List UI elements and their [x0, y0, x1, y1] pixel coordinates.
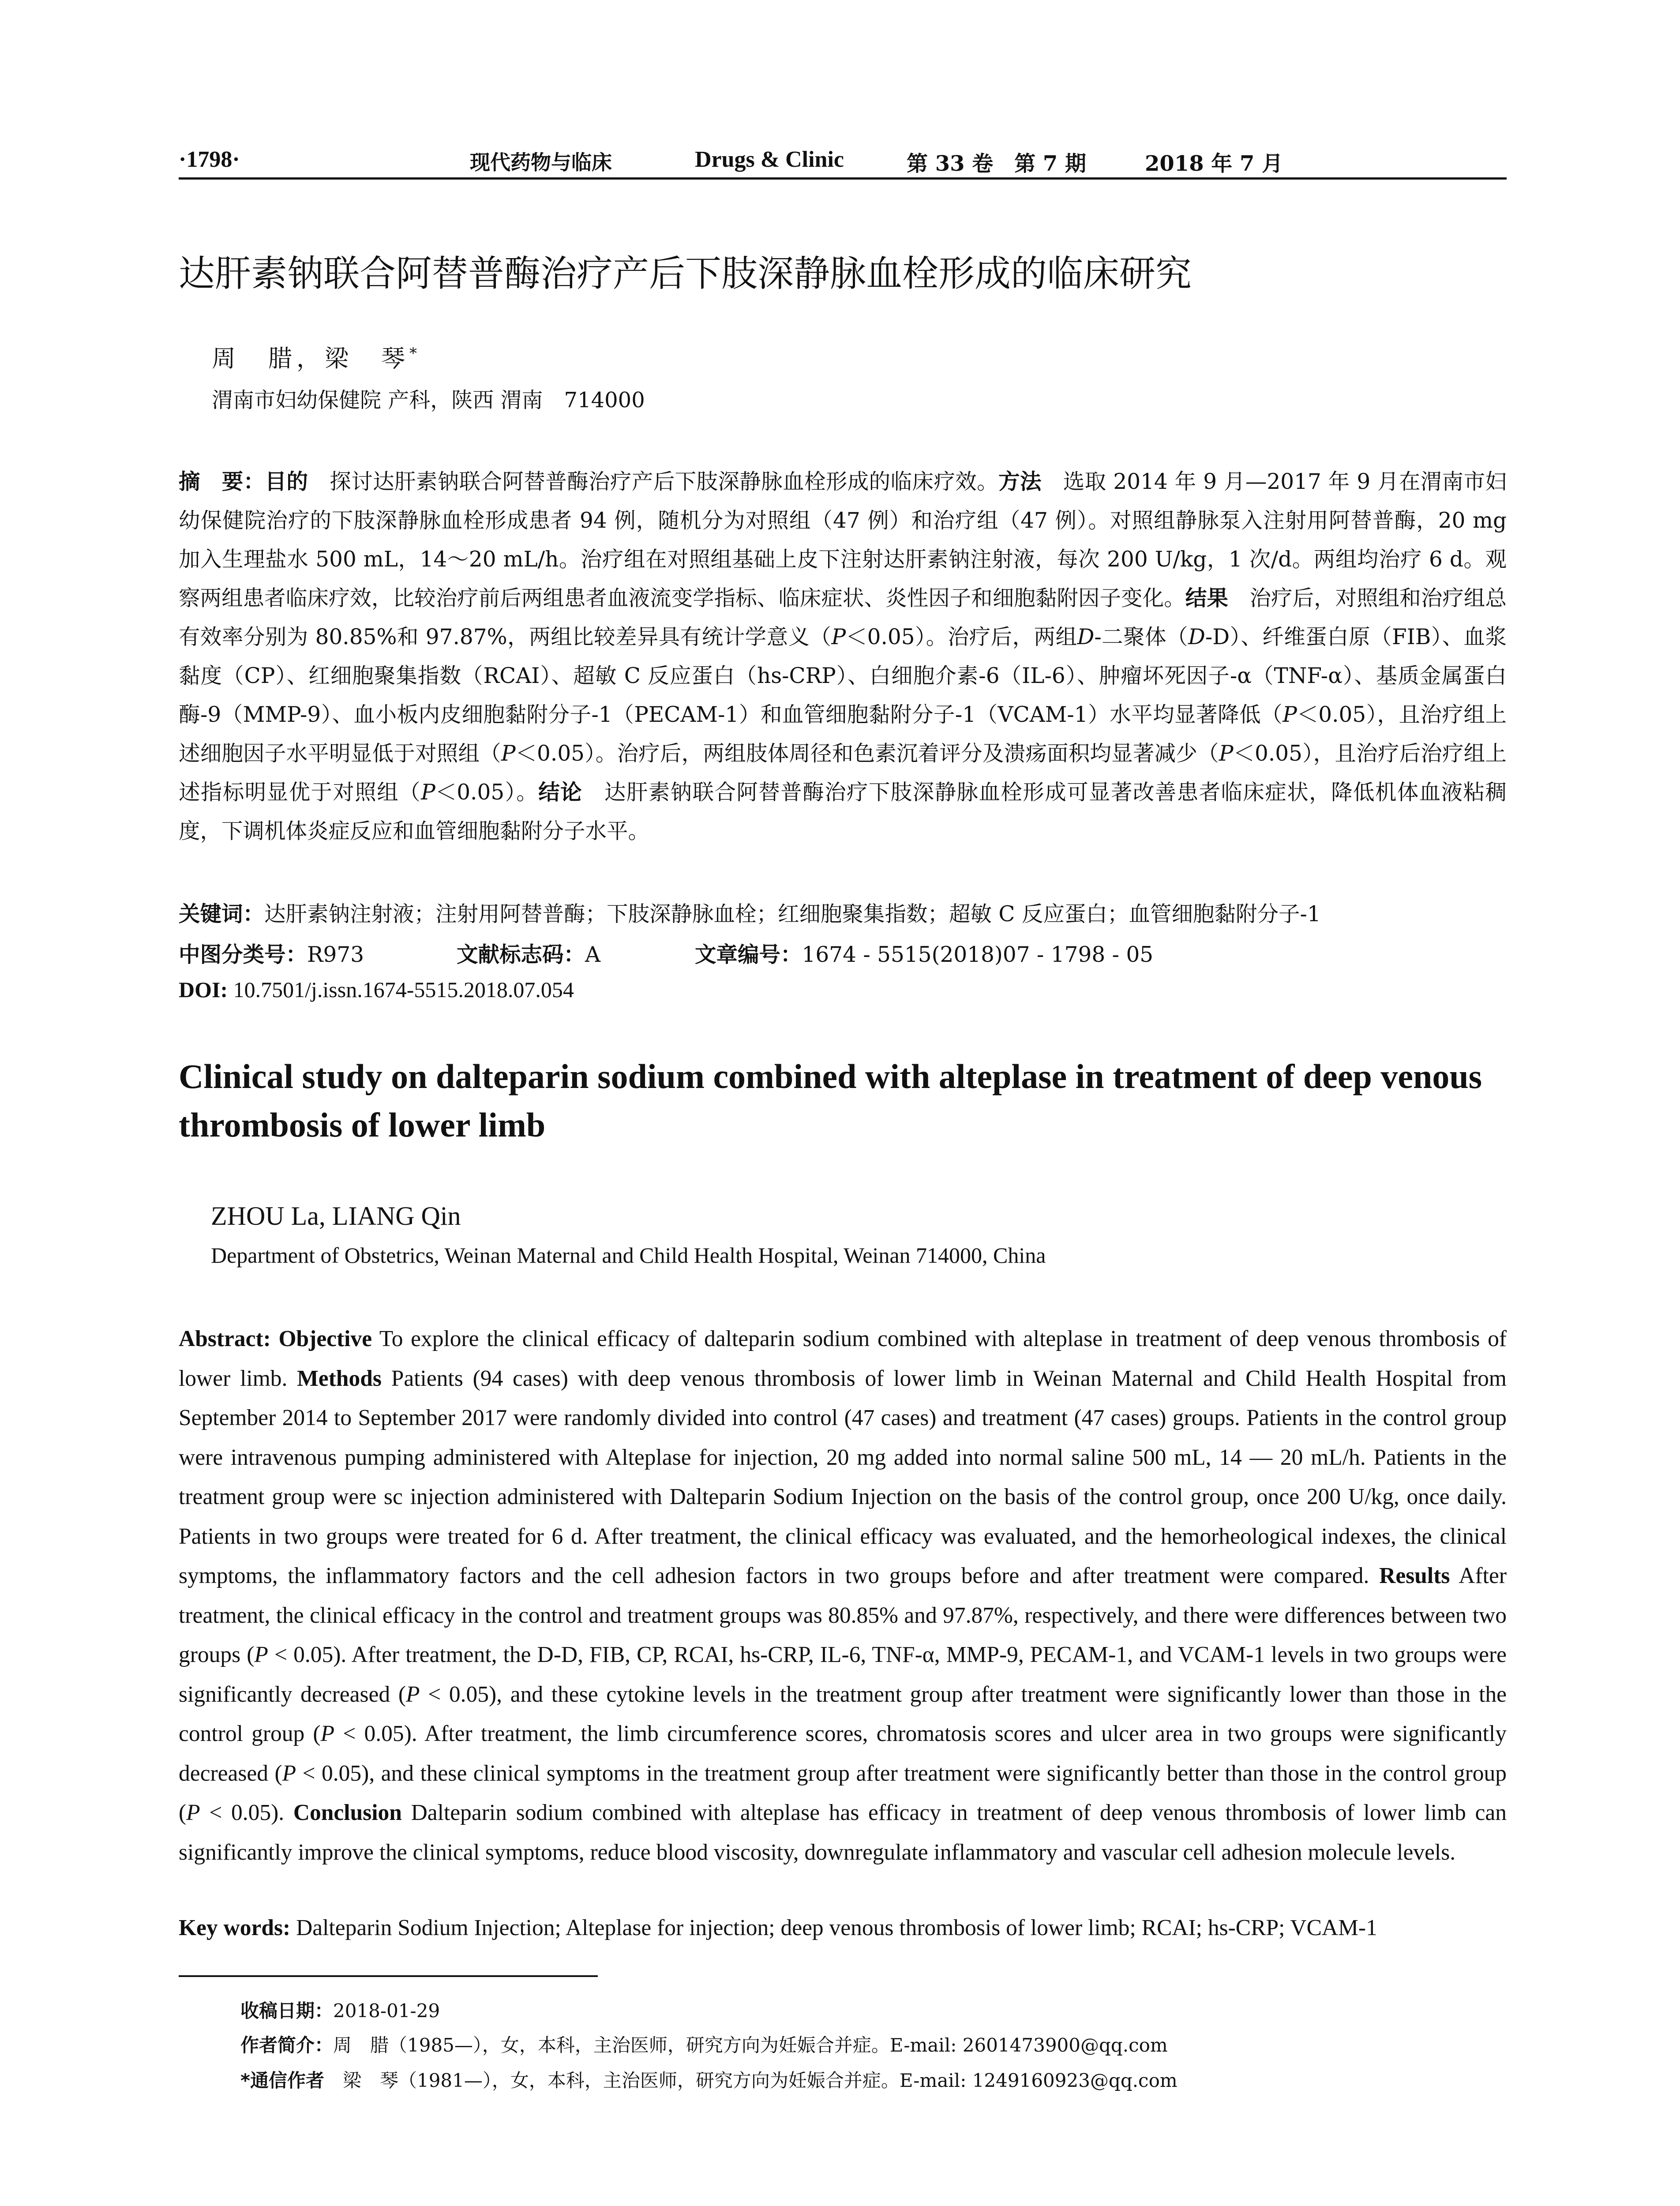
corresponding-label: *通信作者 — [240, 2070, 324, 2091]
p-symbol: P — [186, 1800, 200, 1825]
author-bio-label: 作者简介： — [240, 2034, 334, 2056]
p-symbol: P — [320, 1721, 335, 1746]
corresponding-value: 梁 琴（1981—），女，本科，主治医师，研究方向为妊娠合并症。E-mail: 1249160923@qq.com — [324, 2070, 1178, 2091]
p-symbol: P — [831, 625, 846, 649]
header-page-number: ·1798· — [179, 147, 240, 172]
p-symbol: P — [1282, 702, 1297, 727]
keywords-en-label: Key words: — [179, 1915, 291, 1940]
d-symbol: D — [1188, 625, 1205, 649]
received-label: 收稿日期： — [240, 2000, 334, 2022]
results-cn-text: -D）、纤维蛋白原（FIB）、血浆黏度（CP）、红细胞聚集指数（RCAI）、超敏 C 反应蛋白（hs-CRP）、白细胞介素-6（IL-6）、肿瘤坏死因子-α（TNF-α）、基质金属蛋白酶-9（MMP-9）、血小板内皮细胞黏附分子-1（PECAM-1）和血管细胞黏附分子-1（VCAM-1）水平均显著降低（ — [179, 625, 1507, 727]
abstract-en — [179, 1319, 1507, 1872]
doi-value[interactable]: 10.7501/j.issn.1674-5515.2018.07.054 — [228, 977, 574, 1002]
p-symbol: P — [254, 1642, 268, 1667]
keywords-en — [179, 1915, 1524, 1941]
objective-cn-text: 探讨达肝素钠联合阿替普酶治疗产后下肢深静脉血栓形成的临床疗效。 — [308, 469, 999, 494]
results-en-text: < 0.05), and these clinical symptoms in the treatment group after treatment were significantly better than those in the control group ( — [179, 1760, 1507, 1825]
authors-cn — [212, 340, 421, 374]
header-volume-issue: 第 33 卷 第 7 期 — [907, 151, 1087, 176]
results-cn-text: 治疗后，对照组和治疗组总有效率分别为 80.85%和 97.87%，两组比较差异具有统计学意义（ — [179, 586, 1507, 649]
methods-en-label: Methods — [297, 1366, 382, 1391]
title-cn: 达肝素钠联合阿替普酶治疗产后下肢深静脉血栓形成的临床研究 — [179, 253, 1192, 295]
authors-en: ZHOU La, LIANG Qin — [211, 1201, 461, 1231]
p-symbol: P — [282, 1760, 296, 1786]
objective-cn-label: 目的 — [265, 469, 308, 494]
abstract-en-label: Abstract: — [179, 1326, 271, 1351]
clc-value: R973 — [307, 942, 364, 967]
results-en-label: Results — [1379, 1563, 1450, 1588]
doi-line — [179, 977, 574, 1002]
affiliation-cn: 渭南市妇幼保健院 产科，陕西 渭南 714000 — [212, 388, 645, 413]
footnote-author — [240, 2031, 1168, 2057]
results-en-text: After treatment, the clinical efficacy in the control and treatment groups was 80.85% and 97.87%, respectively, and there were differences between two groups ( — [179, 1563, 1507, 1667]
p-symbol: P — [405, 1681, 420, 1707]
doc-code-label: 文献标志码： — [457, 942, 585, 967]
footnote-received — [240, 1996, 440, 2023]
results-en-text: < 0.05), and these cytokine levels in the treatment group after treatment were significantly lower than those in the control group ( — [179, 1681, 1507, 1746]
header-date: 2018 年 7 月 — [1145, 151, 1283, 176]
keywords-cn — [179, 897, 1507, 927]
abstract-cn-label: 摘 要： — [179, 469, 265, 494]
keywords-cn-label: 关键词： — [179, 902, 265, 927]
results-cn-text: ＜0.05）。治疗后，两组 — [846, 625, 1077, 649]
author-bio-value: 周 腊（1985—），女，本科，主治医师，研究方向为妊娠合并症。E-mail: 2601473900@qq.com — [333, 2034, 1168, 2056]
footnote-corresponding — [240, 2066, 1178, 2093]
methods-en-text: Patients (94 cases) with deep venous thrombosis of lower limb in Weinan Maternal and Child Health Hospital from September 2014 to September 2017 were randomly divided into control (47 cases) and treatment (47 cases) groups. Patients in the control group were intravenous pumping administered with Alteplase for injection, 20 mg added into normal saline 500 mL, 14 — 20 mL/h. Patients in the treatment group were sc injection administered with Dalteparin Sodium Injection on the basis of the control group, once 200 U/kg, once daily. Patients in two groups were treated for 6 d. After treatment, the clinical efficacy was evaluated, and the hemorheological indexes, the clinical symptoms, the inflammatory factors and the cell adhesion factors in two groups before and after treatment were compared. — [179, 1366, 1507, 1588]
footnote-rule — [179, 1975, 598, 1977]
doc-code-group — [457, 937, 600, 968]
abstract-cn — [179, 462, 1507, 851]
objective-en-text: To explore the clinical efficacy of dalteparin sodium combined with alteplase in treatment of deep venous thrombosis of lower limb. — [179, 1326, 1507, 1391]
results-cn-text: ＜0.05），且治疗组上述细胞因子水平明显低于对照组（ — [179, 702, 1507, 766]
results-cn-label: 结果 — [1185, 586, 1228, 611]
affiliation-en: Department of Obstetrics, Weinan Maternal and Child Health Hospital, Weinan 714000, China — [211, 1243, 1046, 1268]
objective-en-label: Objective — [278, 1326, 372, 1351]
conclusion-en-label: Conclusion — [293, 1800, 402, 1825]
keywords-cn-text: 达肝素钠注射液；注射用阿替普酶；下肢深静脉血栓；红细胞聚集指数；超敏 C 反应蛋白；血管细胞黏附分子-1 — [264, 902, 1321, 927]
corresponding-mark: * — [409, 345, 421, 362]
p-symbol: P — [1219, 741, 1234, 766]
authors-cn-names: 周 腊，梁 琴 — [212, 345, 409, 372]
methods-cn-text: 选取 2014 年 9 月—2017 年 9 月在渭南市妇幼保健院治疗的下肢深静脉血栓形成患者 94 例，随机分为对照组（47 例）和治疗组（47 例）。对照组静脉泵入注射用阿替普酶，20 mg 加入生理盐水 500 mL，14～20 mL/h。治疗组在对照组基础上皮下注射达肝素钠注射液，每次 200 U/kg，1 次/d。两组均治疗 6 d。观察两组患者临床疗效，比较治疗前后两组患者血液流变学指标、临床症状、炎性因子和细胞黏附因子变化。 — [179, 469, 1507, 611]
results-cn-text: -二聚体（ — [1094, 625, 1188, 649]
header-journal-cn: 现代药物与临床 — [470, 150, 612, 174]
conclusion-cn-label: 结论 — [538, 780, 583, 805]
classification-line — [179, 937, 1507, 968]
article-no-value: 1674 - 5515(2018)07 - 1798 - 05 — [802, 942, 1154, 967]
clc-label: 中图分类号： — [179, 942, 308, 967]
methods-cn-label: 方法 — [998, 469, 1042, 494]
keywords-en-text: Dalteparin Sodium Injection; Alteplase for injection; deep venous thrombosis of lower limb; RCAI; hs-CRP; VCAM-1 — [290, 1915, 1377, 1940]
results-cn-text: ＜0.05）。治疗后，两组肢体周径和色素沉着评分及溃疡面积均显著减少（ — [515, 741, 1219, 766]
doc-code-value: A — [585, 942, 601, 967]
article-no-label: 文章编号： — [695, 942, 802, 967]
results-en-text: < 0.05). — [200, 1800, 293, 1825]
results-cn-text: ＜0.05），且治疗后治疗组上述指标明显优于对照组（ — [179, 741, 1507, 805]
results-cn-text: ＜0.05）。 — [435, 780, 539, 805]
title-en: Clinical study on dalteparin sodium combined with alteplase in treatment of deep venous thrombosis of lower limb — [179, 1057, 1482, 1144]
received-value: 2018-01-29 — [333, 2000, 440, 2022]
header-journal-en: Drugs & Clinic — [695, 147, 844, 172]
results-en-text: < 0.05). After treatment, the limb circumference scores, chromatosis scores and ulcer area in two groups were significantly decreased ( — [179, 1721, 1507, 1786]
d-symbol: D — [1077, 625, 1095, 649]
doi-label: DOI: — [179, 977, 228, 1002]
conclusion-cn-text: 达肝素钠联合阿替普酶治疗下肢深静脉血栓形成可显著改善患者临床症状，降低机体血液粘稠度，下调机体炎症反应和血管细胞黏附分子水平。 — [179, 780, 1507, 844]
running-header — [179, 140, 1507, 180]
conclusion-en-text: Dalteparin sodium combined with alteplase has efficacy in treatment of deep venous thrombosis of lower limb can significantly improve the clinical symptoms, reduce blood viscosity, downregulate inflammatory and vascular cell adhesion molecule levels. — [179, 1800, 1507, 1865]
results-en-text: < 0.05). After treatment, the D-D, FIB, CP, RCAI, hs-CRP, IL-6, TNF-α, MMP-9, PECAM-1, and VCAM-1 levels in two groups were significantly decreased ( — [179, 1642, 1507, 1707]
p-symbol: P — [501, 741, 516, 766]
article-no-group — [695, 937, 1153, 968]
clc-group — [179, 937, 364, 968]
p-symbol: P — [421, 780, 435, 805]
header-rule — [179, 177, 1507, 180]
